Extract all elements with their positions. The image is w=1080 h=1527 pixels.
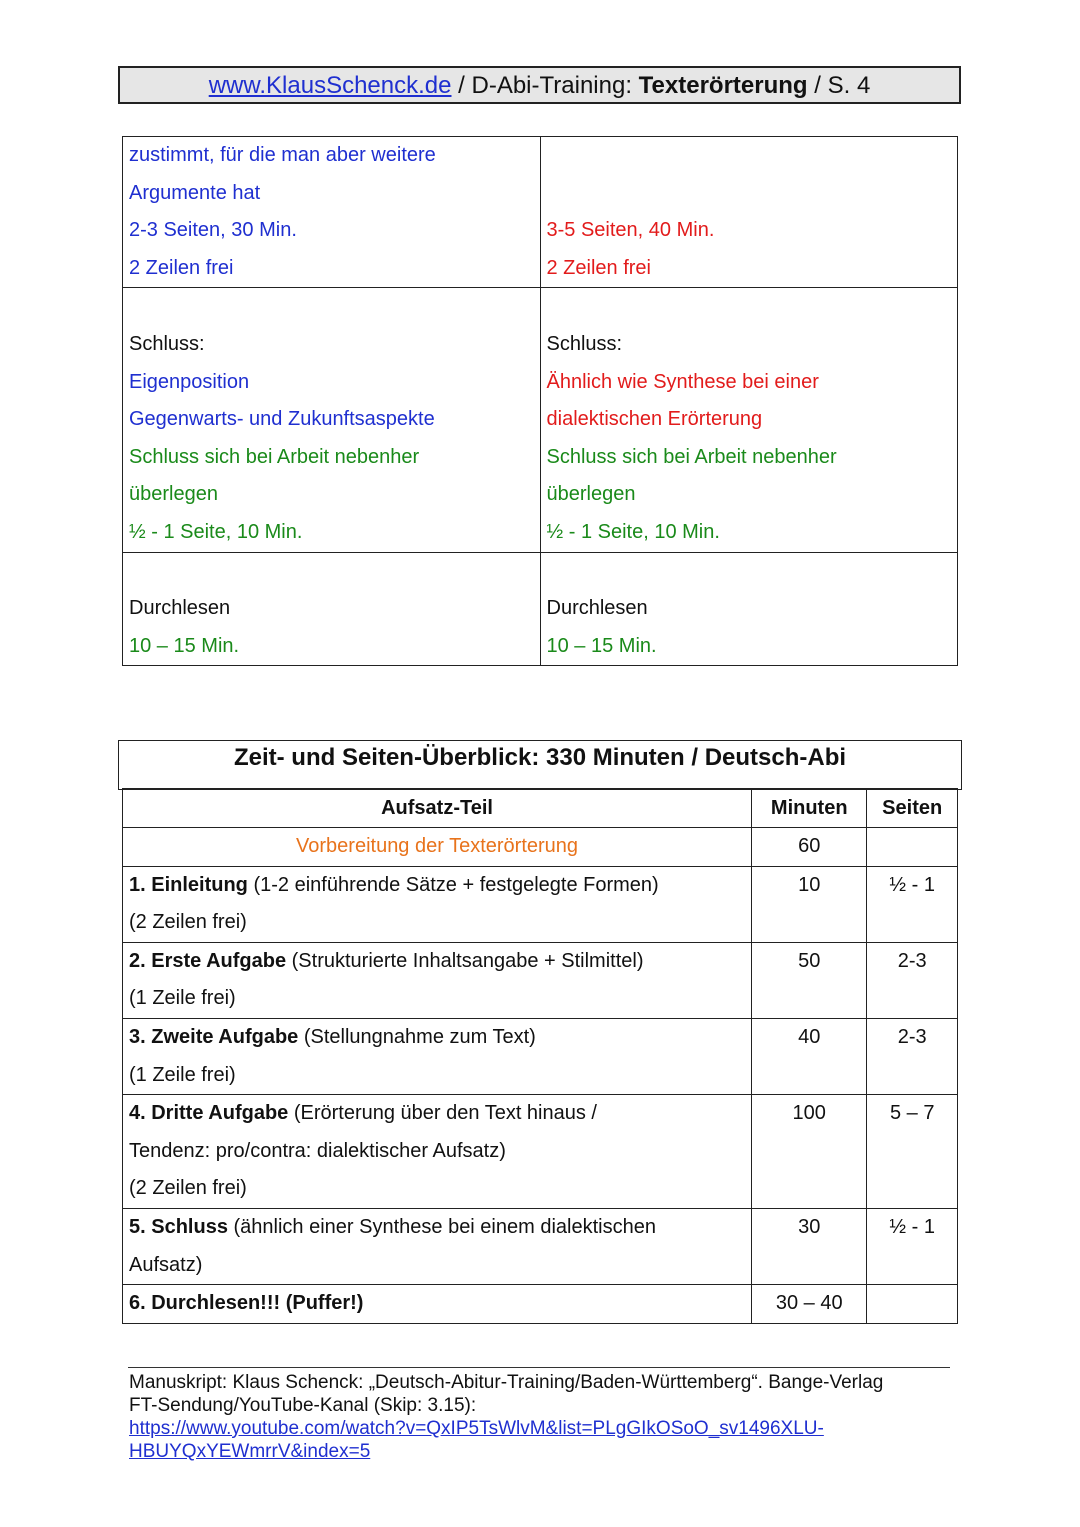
- table-cell-right: [540, 552, 958, 666]
- column-header-pages: Seiten: [867, 789, 958, 828]
- spacer-line: [547, 553, 952, 591]
- spacer-line: [547, 288, 952, 326]
- text-line: ½ - 1 Seite, 10 Min.: [546, 520, 720, 543]
- text-line: zustimmt, für die man aber weitere: [129, 144, 436, 166]
- table-row: [123, 288, 958, 552]
- youtube-link[interactable]: [129, 1417, 949, 1463]
- cell-heading: Durchlesen: [546, 597, 648, 620]
- part-extra: Aufsatz): [129, 1253, 203, 1276]
- text-line: Ähnlich wie Synthese bei einer: [546, 370, 819, 393]
- table-row: [123, 552, 958, 666]
- part-extra: (2 Zeilen frei): [129, 1177, 247, 1200]
- part-line: [129, 1095, 745, 1133]
- text-line: 10 – 15 Min.: [546, 634, 657, 657]
- part-cell: [123, 942, 752, 1018]
- table-row: [123, 1285, 958, 1324]
- text-line: 2 Zeilen frei: [129, 256, 234, 279]
- part-extra: (1 Zeile frei): [129, 1063, 236, 1086]
- table-row: [123, 137, 958, 288]
- header-topic: Texterörterung: [638, 72, 808, 99]
- text-line: 2-3 Seiten, 30 Min.: [129, 219, 297, 242]
- part-extra: Tendenz: pro/contra: dialektischer Aufsatz): [129, 1139, 506, 1162]
- column-header-minutes: Minuten: [752, 789, 867, 828]
- part-title: 3. Zweite Aufgabe: [129, 1025, 299, 1048]
- pages-cell: ½ - 1: [867, 1208, 958, 1284]
- column-header-part: Aufsatz-Teil: [123, 789, 752, 828]
- part-line: [129, 1209, 745, 1247]
- spacer-line: [129, 288, 534, 326]
- text-line: Argumente hat: [129, 181, 261, 204]
- part-description: (Erörterung über den Text hinaus /: [288, 1102, 597, 1125]
- pages-cell: ½ - 1: [867, 866, 958, 942]
- minutes-cell: 100: [752, 1095, 867, 1209]
- part-line: [129, 943, 745, 981]
- site-link[interactable]: www.KlausSchenck.de: [208, 72, 452, 99]
- text-line: 2 Zeilen frei: [546, 256, 651, 279]
- cell-heading: Schluss:: [129, 332, 205, 355]
- part-title: 5. Schluss: [129, 1215, 228, 1238]
- part-description: (1-2 einführende Sätze + festgelegte Formen): [247, 873, 659, 896]
- spacer-line: [129, 553, 534, 591]
- pages-cell: 5 – 7: [867, 1095, 958, 1209]
- text-line: Eigenposition: [129, 370, 250, 393]
- overview-table: [122, 788, 958, 1324]
- text-line: dialektischen Erörterung: [546, 408, 763, 431]
- table-row: [123, 1018, 958, 1094]
- page-header: [118, 66, 961, 104]
- table-row: [123, 942, 958, 1018]
- table-cell-right: [540, 137, 958, 288]
- pages-cell: [867, 1285, 958, 1324]
- pages-cell: 2-3: [867, 942, 958, 1018]
- part-cell: [123, 1095, 752, 1209]
- part-line: [129, 1285, 745, 1323]
- minutes-cell: 50: [752, 942, 867, 1018]
- text-line: Schluss sich bei Arbeit nebenher: [546, 445, 837, 468]
- part-description: (ähnlich einer Synthese bei einem dialektischen: [227, 1215, 656, 1238]
- comparison-table: [122, 136, 958, 666]
- text-line: 10 – 15 Min.: [129, 634, 240, 657]
- minutes-cell: 40: [752, 1018, 867, 1094]
- part-description: (Strukturierte Inhaltsangabe + Stilmittel): [286, 949, 644, 972]
- youtube-link-part1: https://www.youtube.com/watch?v=QxIP5TsWlvM&list=PLgGIkOSoO_sv1496XLU-: [129, 1418, 824, 1439]
- table-cell-right: [540, 288, 958, 552]
- part-cell: [123, 1208, 752, 1284]
- text-line: 3-5 Seiten, 40 Min.: [546, 219, 715, 242]
- table-row: [123, 866, 958, 942]
- table-header-row: [123, 789, 958, 828]
- pages-cell: 2-3: [867, 1018, 958, 1094]
- text-line: Gegenwarts- und Zukunftsaspekte: [129, 408, 435, 431]
- spacer-line: [547, 137, 952, 175]
- cell-heading: Durchlesen: [129, 597, 231, 620]
- part-extra: (1 Zeile frei): [129, 987, 236, 1010]
- part-line: [129, 867, 745, 905]
- minutes-cell: 30: [752, 1208, 867, 1284]
- table-row: [123, 1095, 958, 1209]
- table-cell-left: [123, 288, 541, 552]
- part-line: [129, 1019, 745, 1057]
- part-title: 6. Durchlesen!!! (Puffer!): [129, 1292, 364, 1315]
- minutes-cell: 10: [752, 866, 867, 942]
- part-cell: [123, 866, 752, 942]
- minutes-cell: 30 – 40: [752, 1285, 867, 1324]
- text-line: ½ - 1 Seite, 10 Min.: [129, 520, 303, 543]
- part-title: 4. Dritte Aufgabe: [129, 1102, 289, 1125]
- footer-divider: [128, 1367, 950, 1368]
- footer-broadcast: FT-Sendung/YouTube-Kanal (Skip: 3.15):: [129, 1395, 477, 1416]
- text-line: überlegen: [129, 483, 218, 506]
- part-title: 2. Erste Aufgabe: [129, 949, 287, 972]
- overview-title: Zeit- und Seiten-Überblick: 330 Minuten / Deutsch-Abi: [118, 740, 962, 790]
- cell-heading: Schluss:: [546, 332, 623, 355]
- part-cell: [123, 1285, 752, 1324]
- part-extra: (2 Zeilen frei): [129, 911, 247, 934]
- table-cell-left: [123, 137, 541, 288]
- text-line: überlegen: [546, 483, 636, 506]
- table-cell-left: [123, 552, 541, 666]
- prep-label: Vorbereitung der Texterörterung: [123, 828, 752, 867]
- footer: [129, 1371, 949, 1463]
- text-line: Schluss sich bei Arbeit nebenher: [129, 445, 420, 468]
- minutes-cell: 60: [752, 828, 867, 867]
- part-cell: [123, 1018, 752, 1094]
- spacer-line: [547, 175, 952, 213]
- header-page-number: / S. 4: [807, 72, 871, 99]
- pages-cell: [867, 828, 958, 867]
- header-section: / D-Abi-Training:: [451, 72, 639, 99]
- part-description: (Stellungnahme zum Text): [298, 1025, 536, 1048]
- footer-manuscript: Manuskript: Klaus Schenck: „Deutsch-Abitur-Training/Baden-Württemberg“. Bange-Verlag: [129, 1372, 884, 1393]
- table-row: [123, 1208, 958, 1284]
- table-row: [123, 828, 958, 867]
- youtube-link-part2: HBUYQxYEWmrrV&index=5: [129, 1441, 371, 1462]
- part-title: 1. Einleitung: [129, 873, 248, 896]
